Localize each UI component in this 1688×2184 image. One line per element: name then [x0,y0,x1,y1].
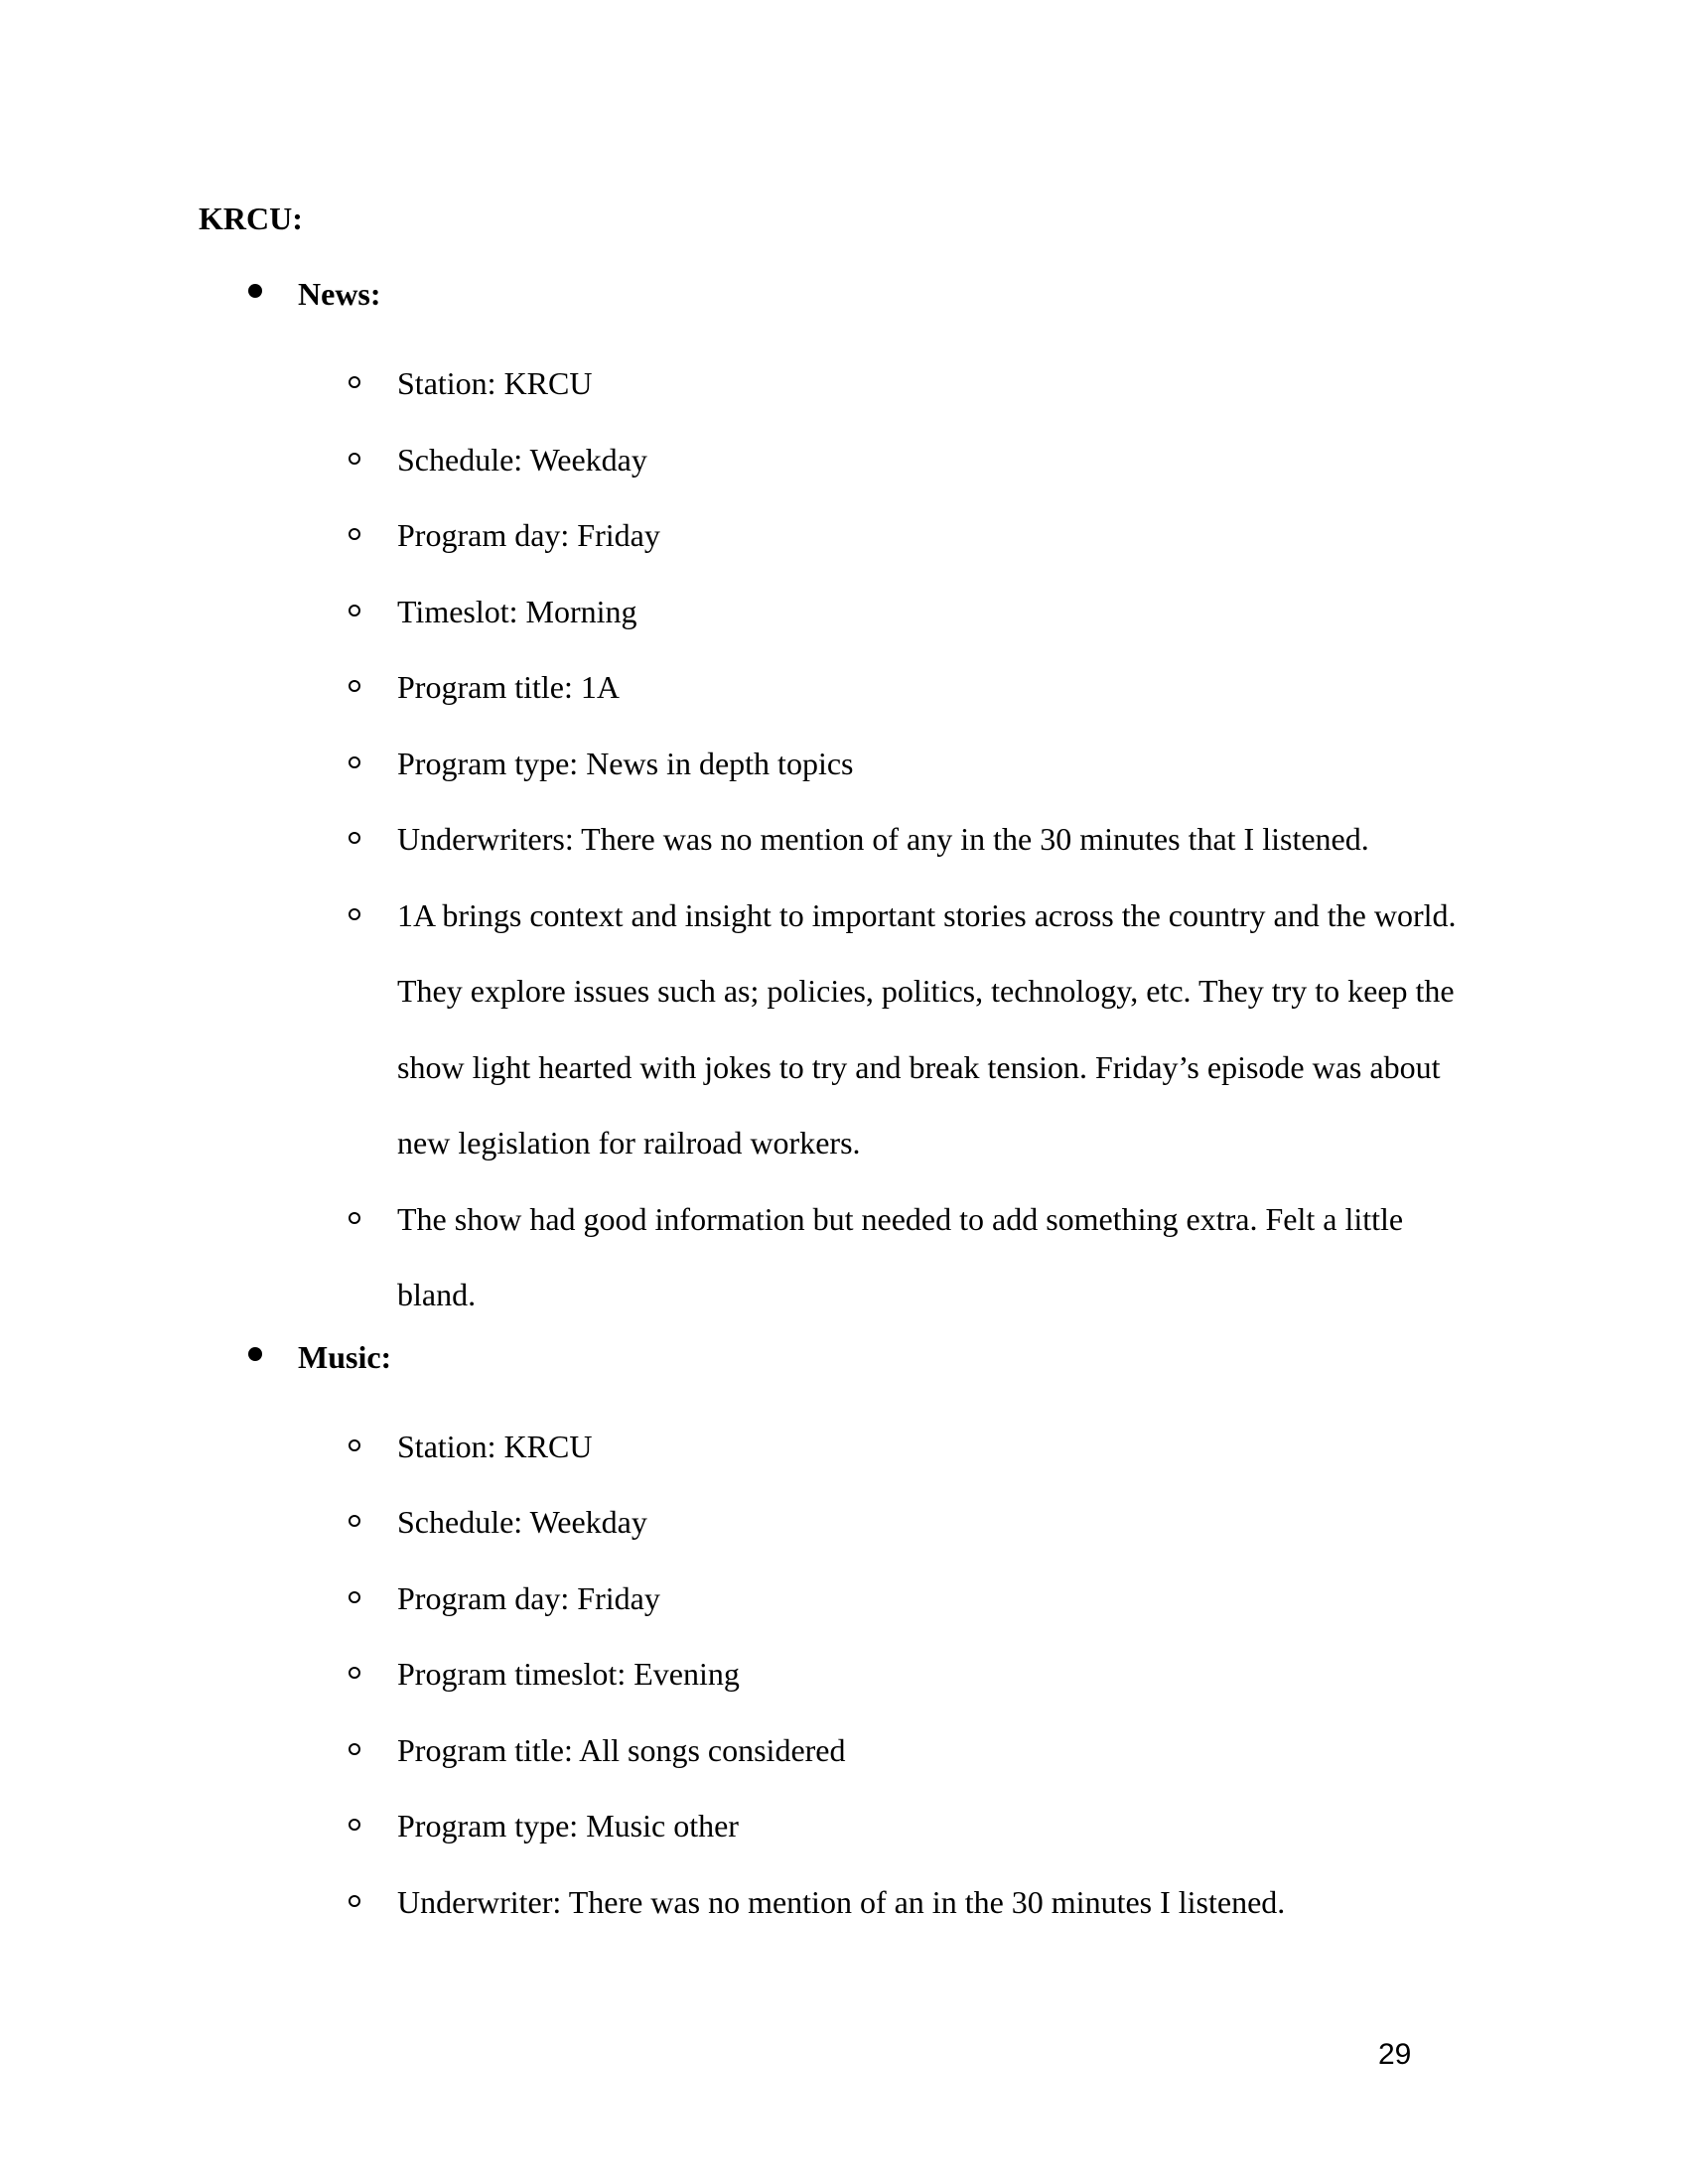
list-item-text: Schedule: Weekday [397,1504,647,1540]
list-item-text: Station: KRCU [397,1428,593,1464]
list-item [199,1788,1489,1864]
group-label: News: [298,276,381,312]
filled-bullet-icon [248,1347,262,1361]
list-item-text: Underwriters: There was no mention of any in the 30 minutes that I listened. [397,821,1369,857]
list-item-text: 1A brings context and insight to important stories across the country and the world. They explore issues such as; policies, politics, technology, etc. They try to keep the show light hearted with jokes to try and break tension. Friday’s episode was about new legislation for railroad workers. [397,896,1457,1160]
group-music [199,1333,1489,1941]
list-item-text: Program title: All songs considered [397,1731,846,1768]
filled-bullet-icon [248,284,262,298]
list-item-text: Schedule: Weekday [397,441,647,478]
hollow-bullet-icon [349,453,360,465]
list-item [199,801,1489,878]
list-item [199,574,1489,650]
hollow-bullet-icon [349,756,360,768]
list-item [199,497,1489,574]
hollow-bullet-icon [349,1212,360,1224]
hollow-bullet-icon [349,1591,360,1603]
list-item-text: The show had good information but needed to add something extra. Felt a little bland. [397,1200,1404,1312]
list-item-text: Program day: Friday [397,517,660,553]
page-number: 29 [1378,2038,1412,2071]
hollow-bullet-icon [349,1439,360,1451]
list-item-text: Program type: News in depth topics [397,745,854,781]
list-item-text: Timeslot: Morning [397,593,637,629]
list-item [199,345,1489,422]
list-item [199,726,1489,802]
hollow-bullet-icon [349,680,360,692]
list-item [199,649,1489,726]
list-item [199,1561,1489,1637]
group-heading [199,270,1489,345]
hollow-bullet-icon [349,1895,360,1907]
list-item [199,1409,1489,1485]
list-item-text: Program day: Friday [397,1579,660,1616]
group-heading [199,1333,1489,1409]
list-item-text: Station: KRCU [397,365,593,401]
hollow-bullet-icon [349,1667,360,1679]
main-bullet-list [199,270,1489,1940]
list-item [199,422,1489,498]
list-item [199,1181,1489,1333]
sub-bullet-list [199,345,1489,1333]
list-item [199,1636,1489,1712]
hollow-bullet-icon [349,908,360,920]
hollow-bullet-icon [349,1515,360,1527]
hollow-bullet-icon [349,832,360,844]
list-item [199,878,1489,1181]
list-item-text: Program timeslot: Evening [397,1656,740,1692]
hollow-bullet-icon [349,1743,360,1755]
hollow-bullet-icon [349,1819,360,1831]
list-item-text: Program type: Music other [397,1808,739,1843]
list-item [199,1864,1489,1941]
list-item [199,1712,1489,1789]
hollow-bullet-icon [349,605,360,616]
group-label: Music: [298,1338,392,1375]
hollow-bullet-icon [349,528,360,540]
sub-bullet-list [199,1409,1489,1941]
list-item-text: Program title: 1A [397,669,620,705]
group-news [199,270,1489,1333]
hollow-bullet-icon [349,376,360,388]
list-item-text: Underwriter: There was no mention of an in the 30 minutes I listened. [397,1883,1286,1920]
section-title: KRCU: [199,201,303,236]
list-item [199,1484,1489,1561]
